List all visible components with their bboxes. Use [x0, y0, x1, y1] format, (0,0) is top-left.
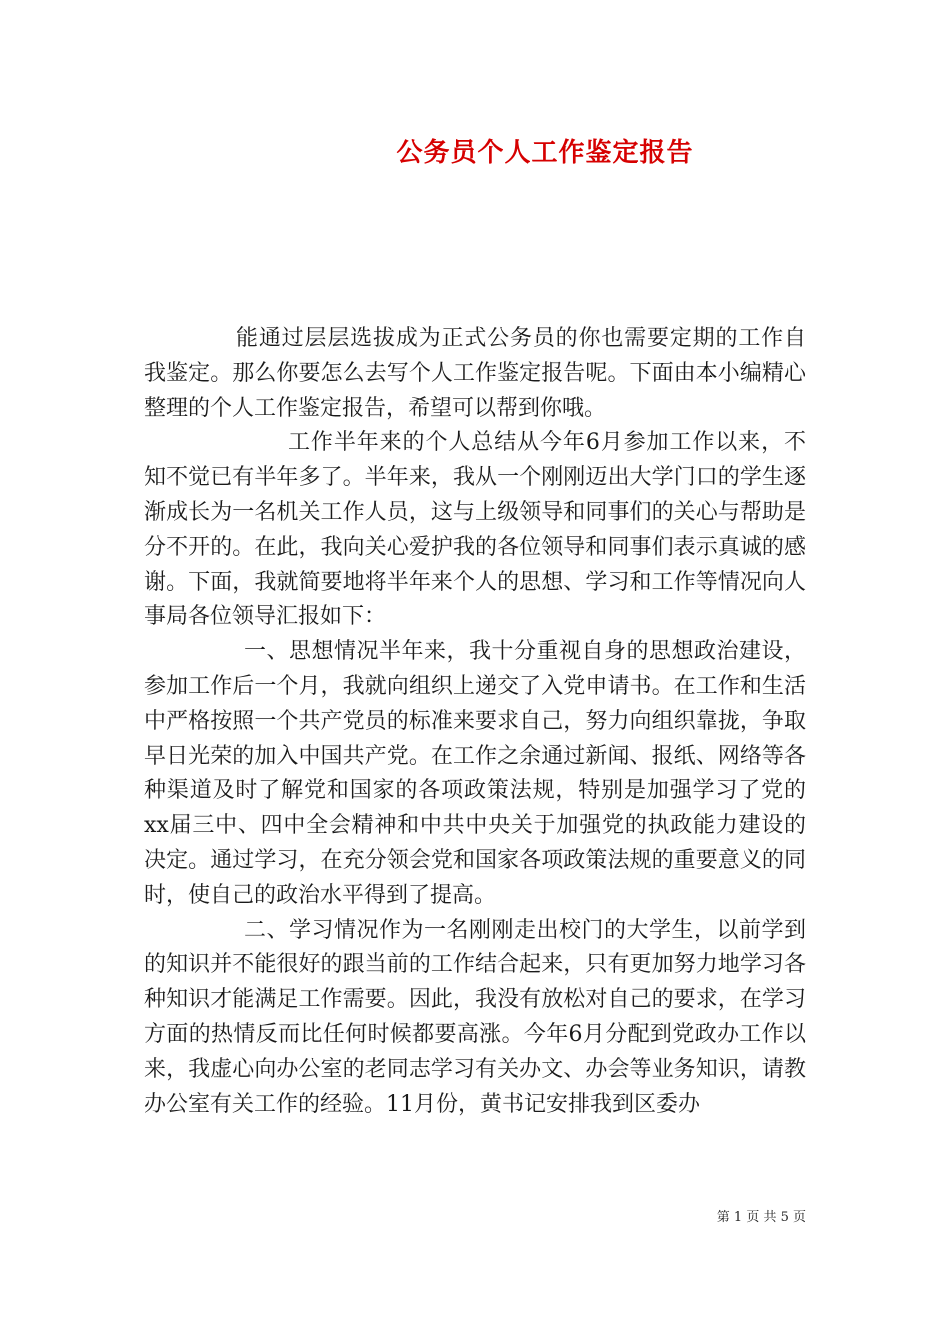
- paragraph-intro: 能通过层层选拔成为正式公务员的你也需要定期的工作自我鉴定。那么你要怎么去写个人工作鉴定报告呢。下面由本小编精心整理的个人工作鉴定报告，希望可以帮到你哦。: [144, 326, 806, 421]
- paragraph-thought: 一、思想情况半年来，我十分重视自身的思想政治建设，参加工作后一个月，我就向组织上递交了入党申请书。在工作和生活中严格按照一个共产党员的标准来要求自己，努力向组织靠拢，争取早日光荣的加入中国共产党。在工作之余通过新闻、报纸、网络等各种渠道及时了解党和国家的各项政策法规，特别是加强学习了党的xx届三中、四中全会精神和中共中央关于加强党的执政能力建设的决定。通过学习，在充分领会党和国家各项政策法规的重要意义的同时，使自己的政治水平得到了提高。: [144, 639, 806, 908]
- paragraph-study: 二、学习情况作为一名刚刚走出校门的大学生，以前学到的知识并不能很好的跟当前的工作结合起来，只有更加努力地学习各种知识才能满足工作需要。因此，我没有放松对自己的要求，在学习方面的热情反而比任何时候都要高涨。今年6月分配到党政办工作以来，我虚心向办公室的老同志学习有关办文、办会等业务知识，请教办公室有关工作的经验。11月份，黄书记安排我到区委办: [144, 917, 806, 1117]
- paragraph-summary: 工作半年来的个人总结从今年6月参加工作以来，不知不觉已有半年多了。半年来，我从一个刚刚迈出大学门口的学生逐渐成长为一名机关工作人员，这与上级领导和同事们的关心与帮助是分不开的。在此，我向关心爱护我的各位领导和同事们表示真诚的感谢。下面，我就简要地将半年来个人的思想、学习和工作等情况向人事局各位领导汇报如下：: [144, 430, 806, 630]
- page-number: 第 1 页 共 5 页: [716, 1210, 806, 1225]
- document-title: 公务员个人工作鉴定报告: [396, 138, 694, 168]
- document-body: [144, 322, 806, 1122]
